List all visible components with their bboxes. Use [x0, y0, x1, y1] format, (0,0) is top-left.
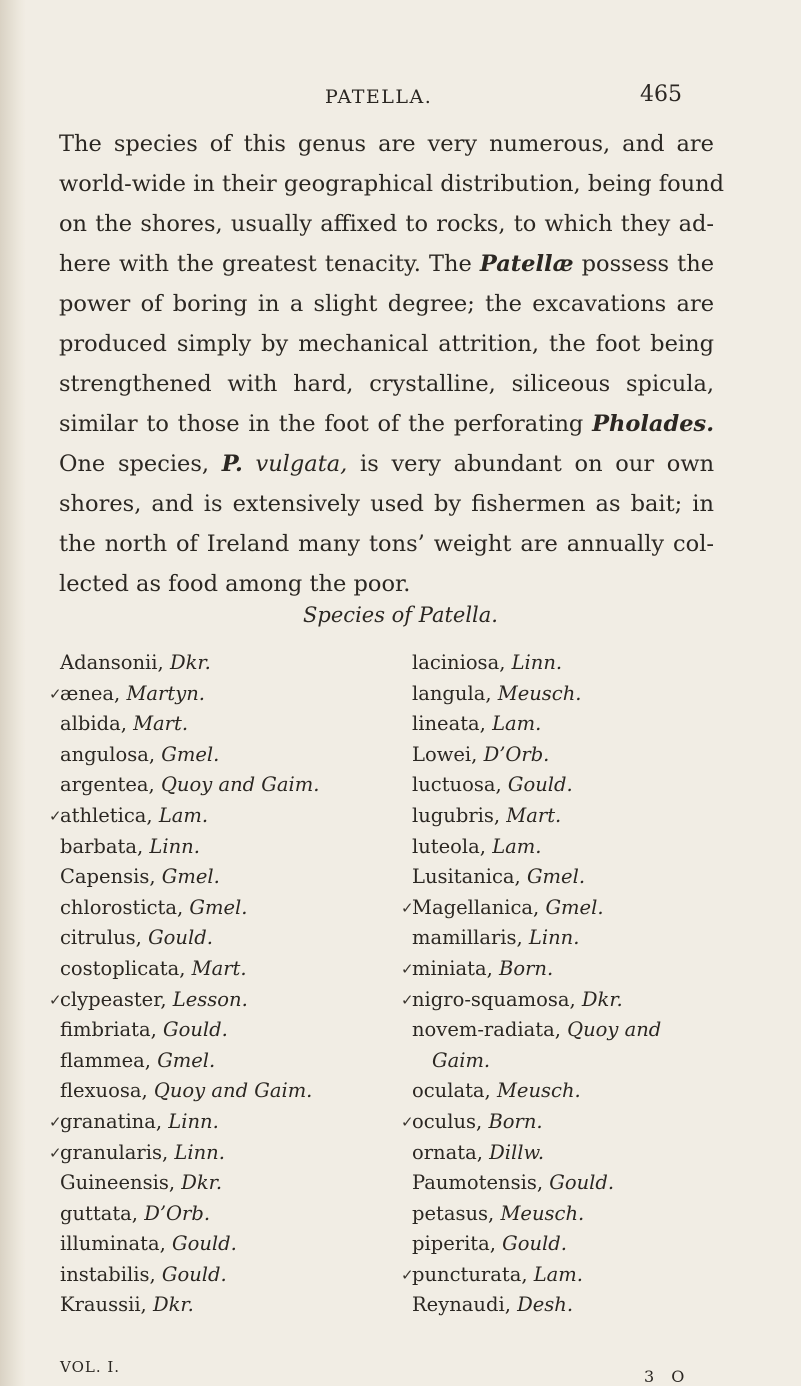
species-entry	[60, 648, 360, 679]
checkmark-icon: ✓	[49, 1143, 62, 1162]
species-entry	[412, 801, 772, 832]
species-author: Linn.	[168, 1109, 219, 1133]
species-author: Gaim.	[432, 1048, 491, 1072]
species-name: nigro-squamosa,	[412, 987, 576, 1011]
species-entry	[60, 1168, 360, 1199]
species-author: Gmel.	[157, 1048, 216, 1072]
species-entry	[49, 679, 360, 710]
checkmark-icon: ✓	[401, 898, 414, 917]
species-entry	[412, 1046, 772, 1077]
species-entry	[412, 862, 772, 893]
body-line: strengthened with hard, crystalline, siliceous spicula,	[59, 371, 715, 397]
page-binding-edge	[0, 0, 26, 1386]
species-name: Guineensis,	[60, 1171, 176, 1195]
species-entry	[60, 1260, 360, 1291]
species-author: Born.	[488, 1109, 543, 1133]
species-author: Linn.	[174, 1140, 225, 1164]
species-author: Lam.	[533, 1262, 583, 1286]
checkmark-icon: ✓	[401, 959, 414, 978]
species-author: Mart.	[133, 712, 189, 736]
species-entry	[60, 1076, 360, 1107]
species-entry	[401, 954, 772, 985]
species-author: Quoy and Gaim.	[153, 1079, 313, 1103]
species-entry	[412, 923, 772, 954]
species-name: luctuosa,	[412, 773, 502, 797]
species-list-right	[401, 648, 772, 1321]
species-entry	[60, 1229, 360, 1260]
species-author: Gould.	[161, 1262, 227, 1286]
species-name: argentea,	[60, 773, 155, 797]
species-entry	[60, 862, 360, 893]
species-entry	[412, 740, 772, 771]
species-author: Meusch.	[500, 1201, 585, 1225]
species-entry	[60, 832, 360, 863]
species-entry	[60, 770, 360, 801]
species-name: athletica,	[60, 803, 153, 827]
species-author: Linn.	[149, 834, 200, 858]
body-line: The species of this genus are very numerous, and are	[59, 131, 714, 157]
species-name: Lowei,	[412, 742, 478, 766]
species-name: chlorosticta,	[60, 895, 184, 919]
species-author: Quoy and Gaim.	[160, 773, 320, 797]
species-name: oculus,	[412, 1109, 483, 1133]
body-line: on the shores, usually affixed to rocks, to which they ad-	[59, 211, 714, 237]
species-author: Dkr.	[181, 1171, 223, 1195]
body-line: similar to those in the foot of the perforating Pholades.	[59, 411, 715, 437]
species-entry	[401, 985, 772, 1016]
species-name: oculata,	[412, 1079, 491, 1103]
species-entry	[412, 1076, 772, 1107]
species-author: Lam.	[492, 834, 542, 858]
species-entry	[60, 893, 360, 924]
species-entry	[412, 1199, 772, 1230]
volume-label: VOL. I.	[60, 1358, 121, 1376]
species-name: granatina,	[60, 1109, 163, 1133]
body-paragraph	[59, 124, 725, 604]
species-name: novem-radiata,	[412, 1018, 561, 1042]
species-entry	[412, 648, 772, 679]
species-entry	[60, 923, 360, 954]
species-author: D’Orb.	[483, 742, 550, 766]
checkmark-icon: ✓	[49, 684, 62, 703]
species-author: Dkr.	[169, 651, 211, 674]
species-name: ænea,	[60, 681, 121, 705]
checkmark-icon: ✓	[401, 990, 414, 1009]
species-name: miniata,	[412, 956, 493, 980]
species-author: Gould.	[507, 773, 573, 797]
species-author: Dkr.	[581, 987, 623, 1011]
species-name: Capensis,	[60, 865, 156, 889]
species-author: Mart.	[191, 956, 247, 980]
body-line: shores, and is extensively used by fishermen as bait; in	[59, 491, 714, 517]
species-name: clypeaster,	[60, 987, 167, 1011]
body-line: power of boring in a slight degree; the excavations are	[59, 291, 715, 317]
species-name: instabilis,	[60, 1262, 156, 1286]
body-line: here with the greatest tenacity. The Patellæ possess the	[59, 251, 715, 277]
species-name: Paumotensis,	[412, 1171, 544, 1195]
species-name: Adansonii,	[60, 651, 164, 674]
species-entry	[60, 954, 360, 985]
section-title: Species of Patella.	[303, 603, 498, 627]
species-author: Dillw.	[489, 1140, 545, 1164]
page-title: PATELLA.	[325, 86, 433, 108]
checkmark-icon: ✓	[401, 1265, 414, 1284]
species-author: Gould.	[549, 1171, 615, 1195]
species-entry	[60, 709, 360, 740]
species-name: costoplicata,	[60, 956, 186, 980]
species-author: Quoy and	[567, 1018, 662, 1042]
species-author: Gmel.	[545, 895, 604, 919]
species-author: Gould.	[163, 1018, 228, 1042]
species-entry	[412, 1138, 772, 1169]
species-name: barbata,	[60, 834, 144, 858]
species-entry	[401, 893, 772, 924]
body-line: world-wide in their geographical distribution, being found	[59, 171, 725, 197]
body-line: produced simply by mechanical attrition, the foot being	[59, 331, 714, 357]
species-entry	[49, 801, 360, 832]
species-name: albida,	[60, 712, 127, 736]
species-name: Lusitanica,	[412, 865, 521, 889]
species-author: Meusch.	[497, 681, 582, 705]
species-author: Lesson.	[172, 987, 248, 1011]
species-name: lineata,	[412, 712, 486, 736]
species-name: flammea,	[60, 1048, 151, 1072]
signature-mark: 3 O	[644, 1367, 691, 1386]
species-entry	[401, 1107, 772, 1138]
running-head	[0, 82, 801, 112]
species-list-left	[49, 648, 360, 1321]
species-name: luteola,	[412, 834, 486, 858]
species-name: flexuosa,	[60, 1079, 148, 1103]
species-entry	[60, 1015, 360, 1046]
species-entry	[49, 985, 360, 1016]
species-entry	[412, 679, 772, 710]
species-author: Gmel.	[526, 865, 586, 889]
species-name: Kraussii,	[60, 1293, 147, 1317]
species-entry	[412, 770, 772, 801]
species-entry	[60, 1290, 360, 1321]
species-entry	[412, 1229, 772, 1260]
species-name: lugubris,	[412, 803, 501, 827]
species-name: Reynaudi,	[412, 1293, 511, 1317]
species-author: Mart.	[506, 803, 562, 827]
species-author: Gould.	[172, 1232, 237, 1256]
checkmark-icon: ✓	[401, 1112, 414, 1131]
body-line: lected as food among the poor.	[59, 571, 411, 597]
species-name: angulosa,	[60, 742, 156, 766]
species-entry	[60, 1199, 360, 1230]
species-author: Lam.	[492, 712, 542, 736]
species-author: Lam.	[158, 803, 209, 827]
species-name: mamillaris,	[412, 926, 523, 950]
species-name: illuminata,	[60, 1232, 166, 1256]
species-entry	[60, 1046, 360, 1077]
checkmark-icon: ✓	[49, 1112, 62, 1131]
species-author: Desh.	[517, 1293, 574, 1317]
species-name: puncturata,	[412, 1262, 528, 1286]
species-author: Gmel.	[161, 742, 220, 766]
species-entry	[412, 1168, 772, 1199]
species-author: D’Orb.	[144, 1201, 211, 1225]
species-author: Linn.	[511, 651, 563, 674]
body-line: the north of Ireland many tons’ weight are annually col-	[59, 531, 714, 557]
species-entry	[412, 1015, 772, 1046]
species-name: granularis,	[60, 1140, 169, 1164]
species-entry	[412, 709, 772, 740]
species-name: petasus,	[412, 1201, 495, 1225]
species-author: Gmel.	[161, 865, 220, 889]
species-author: Martyn.	[126, 681, 205, 705]
species-entry	[60, 740, 360, 771]
species-name: Magellanica,	[412, 895, 540, 919]
species-name: citrulus,	[60, 926, 142, 950]
species-name: piperita,	[412, 1232, 496, 1256]
species-author: Gmel.	[189, 895, 248, 919]
species-author: Gould.	[148, 926, 213, 950]
species-entry	[49, 1107, 360, 1138]
species-entry	[412, 832, 772, 863]
species-entry	[49, 1138, 360, 1169]
species-name: langula,	[412, 681, 492, 705]
species-author: Dkr.	[152, 1293, 194, 1317]
species-entry	[412, 1290, 772, 1321]
checkmark-icon: ✓	[49, 806, 62, 825]
species-author: Gould.	[502, 1232, 567, 1256]
species-author: Meusch.	[496, 1079, 581, 1103]
page-number: 465	[640, 82, 682, 107]
species-name: ornata,	[412, 1140, 483, 1164]
species-author: Linn.	[528, 926, 580, 950]
species-name: laciniosa,	[412, 651, 506, 674]
species-entry	[401, 1260, 772, 1291]
checkmark-icon: ✓	[49, 990, 62, 1009]
body-line: One species, P. vulgata, is very abundant on our own	[59, 451, 715, 477]
species-name: fimbriata,	[60, 1018, 157, 1042]
species-name: guttata,	[60, 1201, 138, 1225]
species-author: Born.	[499, 956, 554, 980]
